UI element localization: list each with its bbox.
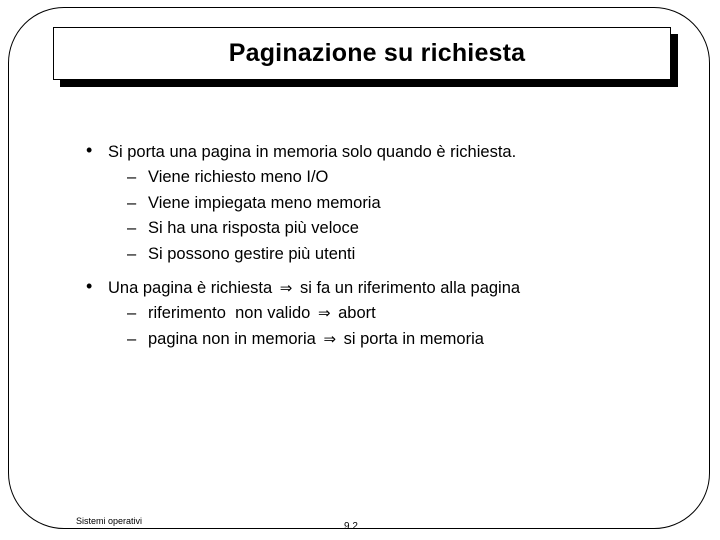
bullet-1-subitem-4: Si possono gestire più utenti — [148, 245, 356, 263]
bullet-1-dash-4: – — [127, 245, 137, 263]
bullet-1-dash-3: – — [127, 219, 137, 237]
bullet-2-subitem-2-before: pagina non in memoria — [148, 330, 316, 348]
bullet-1-marker: • — [86, 140, 93, 160]
bullet-2-subitem-2-after: si porta in memoria — [343, 330, 484, 348]
slide-title: Paginazione su richiesta — [228, 39, 526, 67]
bullet-2-marker: • — [86, 276, 93, 296]
bullet-2-dash-2: – — [127, 330, 137, 348]
bullet-2-text-before: Una pagina è richiesta — [108, 279, 273, 297]
implies-arrow-icon: ⇒ — [279, 279, 293, 297]
bullet-2-subitem-1-after: abort — [338, 304, 376, 322]
implies-arrow-icon: ⇒ — [317, 304, 331, 322]
bullet-2-text — [108, 278, 520, 298]
bullet-2-text-after: si fa un riferimento alla pagina — [299, 279, 521, 297]
bullet-1-subitem-1: Viene richiesto meno I/O — [148, 168, 329, 186]
bullet-1-dash-2: – — [127, 194, 137, 212]
bullet-1-text: Si porta una pagina in memoria solo quando è richiesta. — [108, 143, 517, 161]
bullet-1-subitem-3: Si ha una risposta più veloce — [148, 219, 359, 237]
footer-page-number: 9.2 — [344, 521, 358, 532]
bullet-1-subitem-2: Viene impiegata meno memoria — [148, 194, 381, 212]
bullet-2-subitem-1 — [148, 303, 376, 323]
bullet-2-subitem-2 — [148, 329, 484, 349]
bullet-2-subitem-1-before: riferimento non valido — [148, 304, 311, 322]
bullet-1-dash-1: – — [127, 168, 137, 186]
implies-arrow-icon: ⇒ — [323, 330, 337, 348]
footer-course-name: Sistemi operativi — [76, 516, 143, 526]
bullet-2-dash-1: – — [127, 304, 137, 322]
